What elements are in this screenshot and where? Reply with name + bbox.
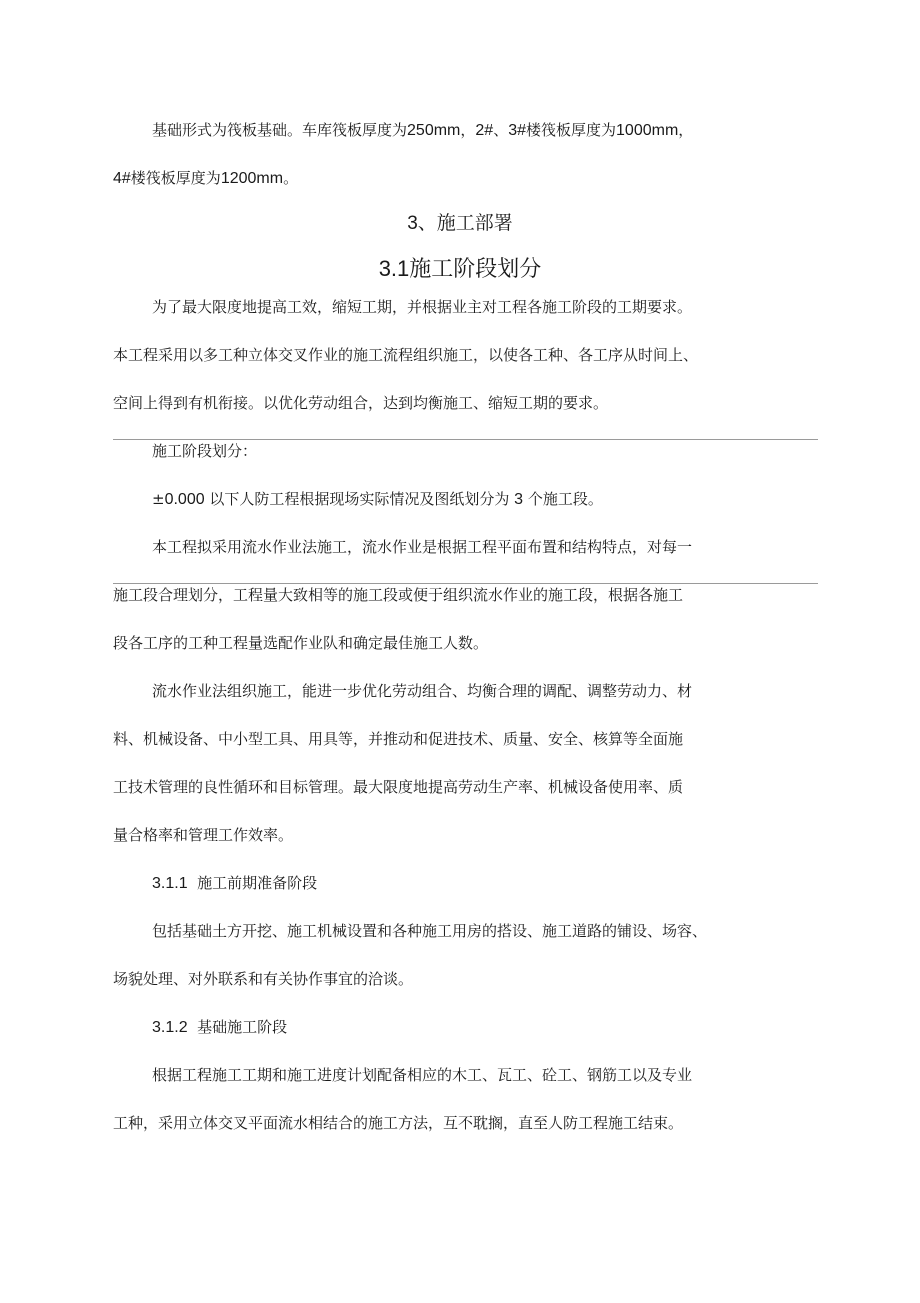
- paragraph-line: 工技术管理的良性循环和目标管理。最大限度地提高劳动生产率、机械设备使用率、质: [113, 778, 684, 796]
- paragraph-line: 空间上得到有机衔接。以优化劳动组合，达到均衡施工、缩短工期的要求。: [113, 394, 609, 412]
- text: 0.000: [164, 491, 205, 508]
- subsection-title: 基础施工阶段: [197, 1018, 288, 1036]
- text: 基础形式为筏板基础。车库筏板厚度为: [152, 121, 408, 139]
- section-heading-3-1: [0, 252, 920, 283]
- text: 、: [493, 121, 509, 139]
- paragraph-line: 场貌处理、对外联系和有关协作事宜的洽谈。: [113, 970, 414, 988]
- paragraph-foundation-line-1: [152, 120, 693, 141]
- section-title: 施工阶段划分: [409, 257, 542, 282]
- text: ，: [678, 121, 694, 139]
- stage-label: 施工阶段划分：: [152, 442, 258, 460]
- paragraph-line: 为了最大限度地提高工效，缩短工期，并根据业主对工程各施工阶段的工期要求。: [152, 298, 693, 316]
- section-number: 3.1: [378, 256, 410, 281]
- subsection-heading-3-1-1: [152, 873, 317, 894]
- text: 4#: [113, 170, 131, 187]
- section-title: 、施工部署: [417, 212, 513, 234]
- text: ，: [460, 121, 476, 139]
- text: 3#: [508, 122, 526, 139]
- paragraph-line: 量合格率和管理工作效率。: [113, 826, 294, 844]
- paragraph-line: 流水作业法组织施工，能进一步优化劳动组合、均衡合理的调配、调整劳动力、材: [152, 682, 693, 700]
- divider-line: [113, 583, 818, 584]
- text: 2#: [475, 122, 494, 139]
- text: 1200mm: [220, 170, 284, 187]
- text: 1000mm: [616, 122, 679, 139]
- text: 楼筏板厚度为: [130, 169, 221, 187]
- paragraph-foundation-line-2: [113, 168, 298, 189]
- paragraph-civil-defense: [152, 489, 603, 510]
- text: 。: [283, 169, 299, 187]
- section-heading-3: [0, 208, 920, 235]
- paragraph-line: 本工程拟采用流水作业法施工，流水作业是根据工程平面布置和结构特点，对每一: [152, 538, 693, 556]
- text: 以下人防工程根据现场实际情况及图纸划分为: [204, 490, 515, 508]
- paragraph-line: 段各工序的工种工程量选配作业队和确定最佳施工人数。: [113, 634, 489, 652]
- paragraph-line: 料、机械设备、中小型工具、用具等，并推动和促进技术、质量、安全、核算等全面施: [113, 730, 684, 748]
- subsection-number: 3.1.2: [152, 1019, 188, 1036]
- text: 楼筏板厚度为: [526, 121, 617, 139]
- paragraph-line: 包括基础土方开挖、施工机械设置和各种施工用房的搭设、施工道路的铺设、场容、: [152, 922, 708, 940]
- paragraph-line: 根据工程施工工期和施工进度计划配备相应的木工、瓦工、砼工、钢筋工以及专业: [152, 1066, 693, 1084]
- subsection-number: 3.1.1: [152, 875, 188, 892]
- paragraph-line: 本工程采用以多工种立体交叉作业的施工流程组织施工，以使各工种、各工序从时间上、: [113, 346, 699, 364]
- paragraph-line: 工种，采用立体交叉平面流水相结合的施工方法，互不耽搁，直至人防工程施工结束。: [113, 1114, 684, 1132]
- text: ±: [152, 490, 165, 508]
- subsection-title: 施工前期准备阶段: [197, 874, 318, 892]
- divider-line: [113, 439, 818, 440]
- text: 3: [514, 491, 524, 508]
- subsection-heading-3-1-2: [152, 1017, 287, 1038]
- text: 250mm: [407, 122, 461, 139]
- section-number: 3: [407, 213, 418, 234]
- paragraph-line: 施工段合理划分，工程量大致相等的施工段或便于组织流水作业的施工段，根据各施工: [113, 586, 684, 604]
- text: 个施工段。: [523, 490, 603, 508]
